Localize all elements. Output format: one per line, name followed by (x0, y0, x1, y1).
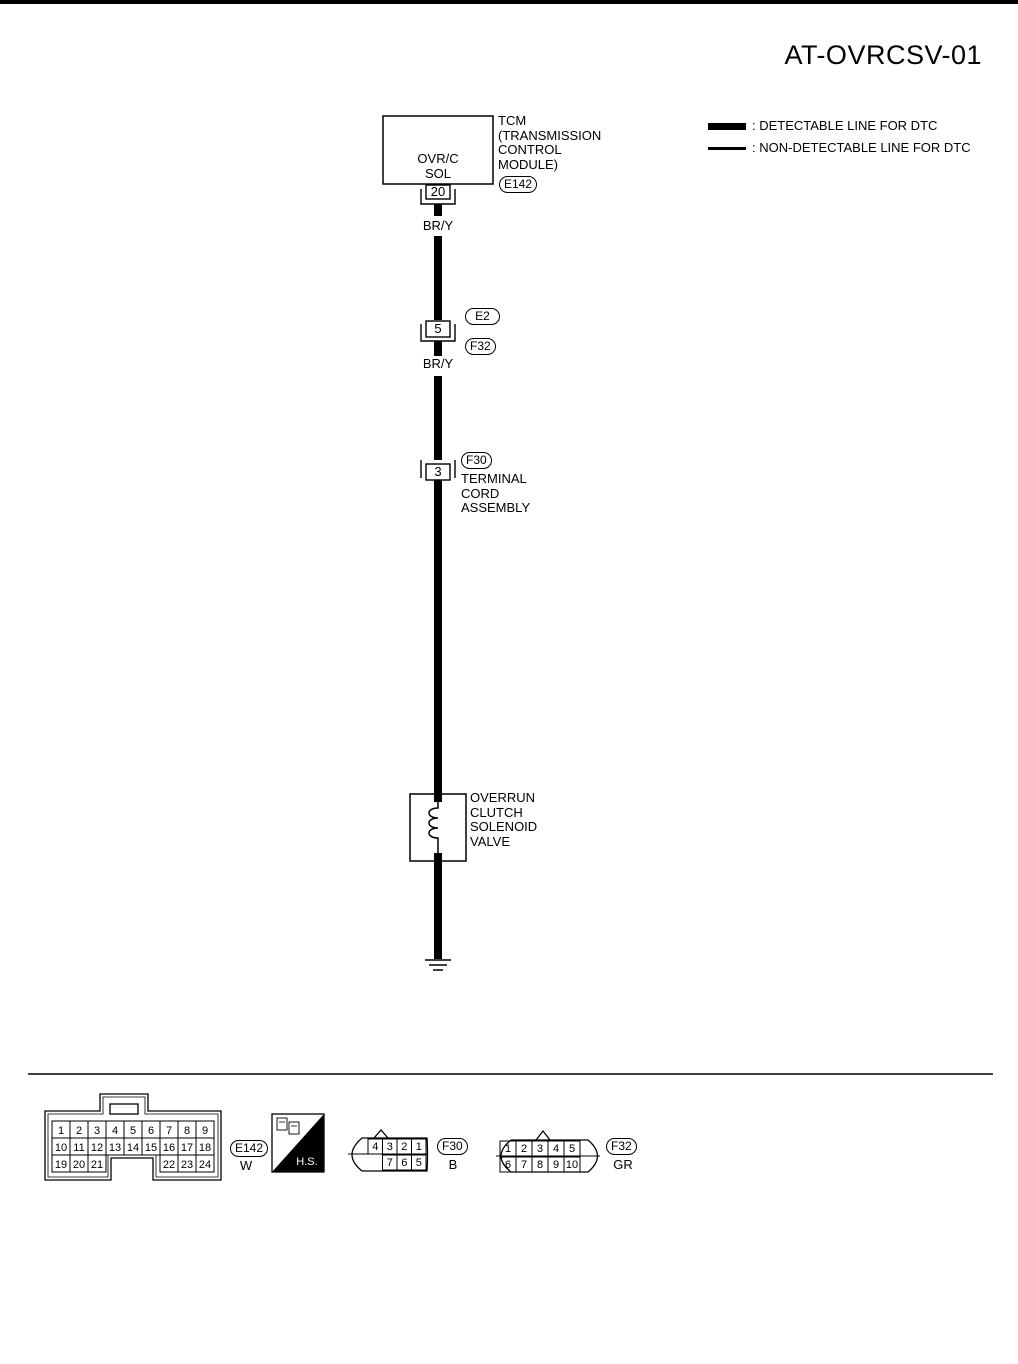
pin-number: 1 (57, 1125, 65, 1137)
pin-number: 9 (201, 1125, 209, 1137)
pin-number: 11 (73, 1142, 85, 1154)
connector-tag-f30: F30 (461, 452, 492, 469)
f32-connector-face (496, 1131, 600, 1172)
pin-number: 14 (126, 1142, 140, 1154)
f32-face-tag: F32 (606, 1138, 637, 1155)
pin-number: 2 (520, 1143, 528, 1155)
connector-tag-f32: F32 (465, 338, 496, 355)
pin-number: 6 (147, 1125, 155, 1137)
tcm-title: TCM (TRANSMISSION CONTROL MODULE) (498, 113, 602, 172)
diagram-id: AT-OVRCSV-01 (784, 40, 982, 70)
legend-non-detectable-label: : NON-DETECTABLE LINE FOR DTC (752, 140, 971, 155)
e142-face-tag: E142 (230, 1140, 268, 1157)
pin-number: 8 (183, 1125, 191, 1137)
pin-number: 6 (504, 1159, 512, 1171)
pin-number: 10 (54, 1142, 68, 1154)
connector-tag-e142: E142 (499, 176, 537, 193)
pin-number: 4 (372, 1141, 379, 1153)
harness-side-icon (272, 1114, 324, 1172)
f30-connector-face (348, 1130, 428, 1171)
pin-number: 15 (144, 1142, 158, 1154)
wire-color-label-2: BR/Y (422, 356, 454, 371)
pin-number: 16 (162, 1142, 176, 1154)
ground-icon (425, 960, 451, 970)
pin-number: 1 (415, 1141, 422, 1153)
connector-tag-e2: E2 (465, 308, 500, 325)
legend-detectable-label: : DETECTABLE LINE FOR DTC (752, 118, 938, 133)
f30-color: B (448, 1157, 458, 1172)
pin-number: 12 (90, 1142, 104, 1154)
f32-color: GR (613, 1157, 633, 1172)
pin-number: 10 (565, 1159, 579, 1171)
pin-number: 5 (568, 1143, 576, 1155)
pin-number: 5 (129, 1125, 137, 1137)
wire-segment-1 (434, 236, 442, 320)
pin-number: 22 (162, 1159, 176, 1171)
legend-detectable-swatch (708, 123, 746, 130)
pin-number: 7 (386, 1157, 393, 1169)
pin-number: 8 (536, 1159, 544, 1171)
pin-number: 3 (386, 1141, 393, 1153)
pin-number: 24 (198, 1159, 212, 1171)
wire-segment-2 (434, 376, 442, 460)
legend-non-detectable-swatch (708, 147, 746, 150)
wire-segment-3 (434, 480, 442, 794)
wire-segment-joint (434, 341, 442, 356)
pin-number: 3 (536, 1143, 544, 1155)
pin-number: 6 (401, 1157, 408, 1169)
hs-label: H.S. (296, 1156, 318, 1168)
f30-face-tag: F30 (437, 1138, 468, 1155)
terminal-cord-label: TERMINAL CORD ASSEMBLY (461, 471, 531, 515)
pin-number: 21 (90, 1159, 104, 1171)
pin-number: 4 (552, 1143, 560, 1155)
tcm-pin-number: 20 (430, 184, 446, 199)
wire-segment-4 (434, 861, 442, 959)
pin-number: 23 (180, 1159, 194, 1171)
e142-color: W (239, 1158, 253, 1173)
pin-number: 5 (415, 1157, 422, 1169)
pin-number: 17 (180, 1142, 194, 1154)
pin-number: 20 (72, 1159, 86, 1171)
pin-number: 7 (165, 1125, 173, 1137)
pin-number: 3 (93, 1125, 101, 1137)
pin-number: 4 (111, 1125, 119, 1137)
joint-pin-number: 5 (434, 321, 442, 336)
pin-number: 9 (552, 1159, 560, 1171)
pin-number: 7 (520, 1159, 528, 1171)
pin-number: 2 (401, 1141, 408, 1153)
pin-number: 19 (54, 1159, 68, 1171)
pin-number: 18 (198, 1142, 212, 1154)
wire-color-label-1: BR/Y (422, 218, 454, 233)
pin-number: 13 (108, 1142, 122, 1154)
pin-number: 1 (504, 1143, 512, 1155)
e142-connector-face (45, 1094, 221, 1180)
tcm-inner-label: OVR/C SOL (417, 151, 459, 181)
solenoid-label: OVERRUN CLUTCH SOLENOID VALVE (470, 790, 538, 849)
wire-segment-tcm (434, 204, 442, 216)
pin-number: 2 (75, 1125, 83, 1137)
terminal-pin-number: 3 (434, 464, 442, 479)
